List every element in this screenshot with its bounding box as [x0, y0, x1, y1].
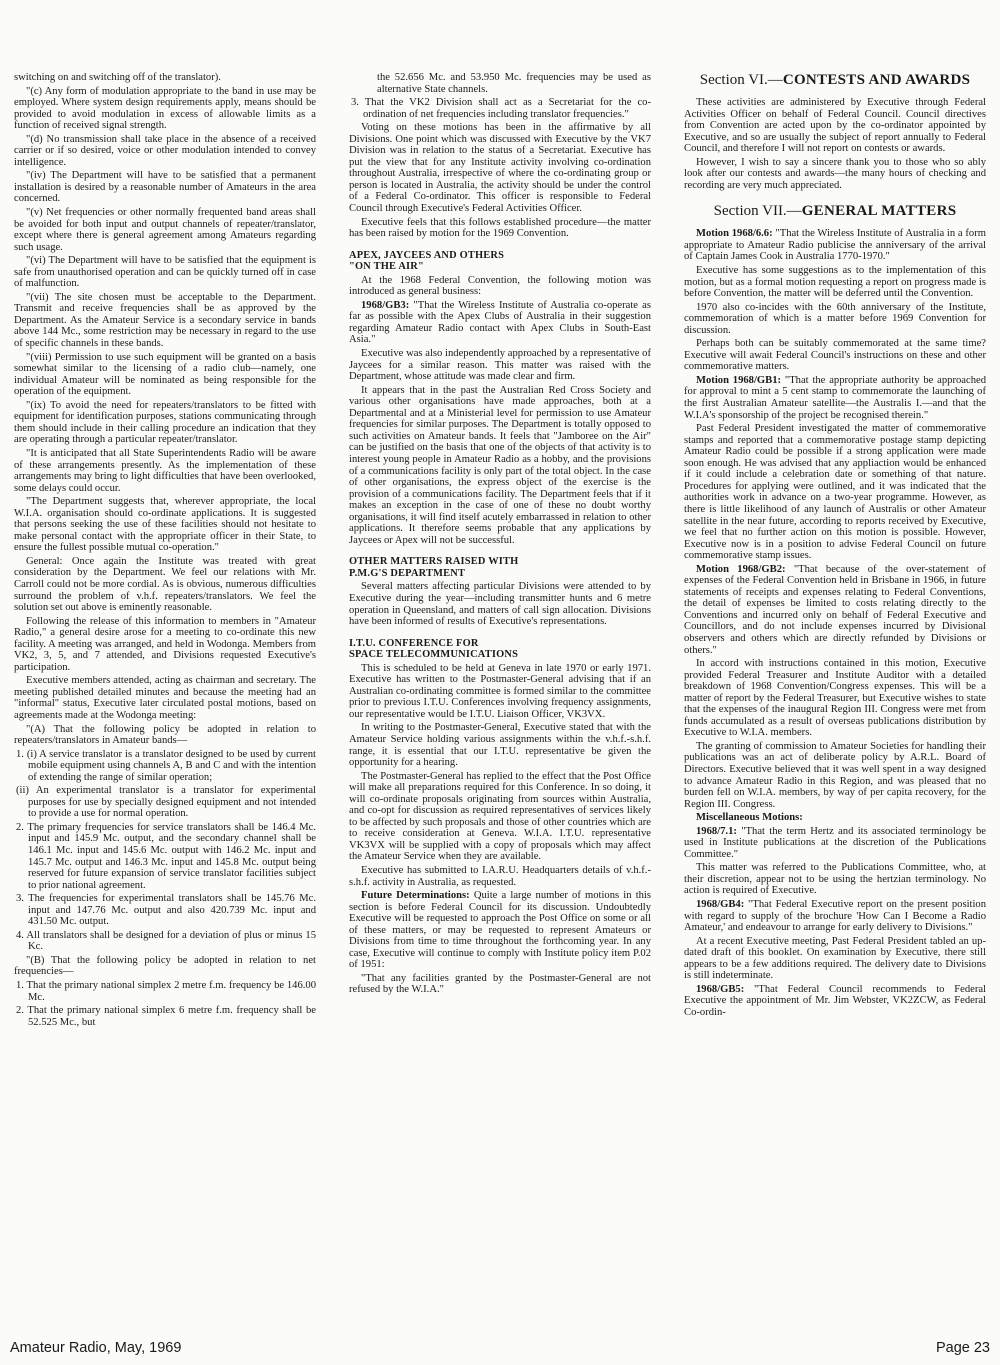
list-item: 1. (i) A service translator is a translator designed to be used by current mobile equipment using channels A, B and C and with the intention of extending the range of similar operation; — [16, 748, 316, 783]
paragraph-text: Quite a large number of motions in this section is before Federal Council for its discussion. Undoubtedly Executive will be requested to approach the Post Office on some or all of these matters, or may be requested to represent Amateurs or Divisions from time to time throughout the forthcoming year. In any case, Executive will continue to comply with Institute policy item P.02 of 1951: — [349, 890, 651, 971]
list-item: 3. That the VK2 Division shall act as a Secretariat for the co-ordination of net frequencies including translator frequencies." — [351, 97, 651, 120]
column-1 — [14, 72, 316, 1030]
paragraph: However, I wish to say a sincere thank you to those who so ably look after our contests and awards—the many hours of checking and recording are very much appreciated. — [684, 156, 986, 191]
paragraph: the 52.656 Mc. and 53.950 Mc. frequencies may be used as alternative State channels. — [377, 72, 651, 95]
paragraph: Executive members attended, acting as chairman and secretary. The meeting published detailed minutes and because the meeting had an "informal" status, Executive later circulated postal motions, based on agreements made at the Wodonga meeting: — [14, 675, 316, 721]
motion-text: "That the Wireless Institute of Australia in a form appropriate to Amateur Radio publicise the anniversary of the arrival of Captain James Cook in Australia 1770-1970." — [684, 228, 986, 263]
paragraph: The Postmaster-General has replied to the effect that the Post Office will make all preparations required for this Conference. In so doing, it will co-ordinate proposals originating from sources within Australia, and co-opt for discussion as required representatives of services likely to be affected by such proposals and those of other countries which are to receive consideration at Geneva. W.I.A. I.T.U. representative VK3VX will be supplied with a copy of proposals which may affect the Amateur Service when they are available. — [349, 770, 651, 863]
paragraph: The granting of commission to Amateur Societies for handling their publications was an act of deliberate policy by A.R.L. Board of Directors. Executive believed that it was well spent in a way designed to advance Amateur Radio in this Region, and was pleased that no burden fell on W.I.A. members, by way of per capita recovery, for the Region III. Congress. — [684, 740, 986, 810]
column-2 — [349, 72, 651, 998]
motion-text: "That the Wireless Institute of Australia co-operate as far as possible with the Apex Clubs of Australia in their suggestion regarding Amateur Radio contact with Apex Clubs in South-East Asia." — [349, 299, 651, 346]
paragraph: "(c) Any form of modulation appropriate to the band in use may be employed. Where system design requirements apply, means should be provided to avoid modulation in excess of allowable limits as a function of received signal strength. — [14, 85, 316, 132]
list-item: 3. The frequencies for experimental translators shall be 145.76 Mc. input and 147.76 Mc. output and also 420.739 Mc. input and 431.50 Mc. output. — [16, 893, 316, 928]
motion-text: "That Federal Executive report on the present position with regard to supply of the brochure 'How Can I Become a Radio Amateur,' and endeavour to arrange for early delivery to Divisions." — [684, 899, 986, 934]
paragraph: "(ix) To avoid the need for repeaters/translators to be fitted with equipment for identification purposes, stations communicating through them should include in their calling procedure an indication that they are operating through a particular repeater/translator. — [14, 399, 316, 446]
heading-line: I.T.U. CONFERENCE FOR — [349, 637, 479, 649]
motion-text: "That the term Hertz and its associated terminology be used in Institute publications at the discretion of the Publications Committee." — [684, 825, 986, 860]
motion-label: Motion 1968/GB2: — [696, 563, 786, 575]
section-name: CONTESTS AND AWARDS — [782, 72, 971, 88]
paragraph — [684, 826, 986, 861]
heading-line: P.M.G'S DEPARTMENT — [349, 567, 466, 579]
column-3 — [684, 72, 986, 1020]
paragraph: "The Department suggests that, wherever appropriate, the local W.I.A. organisation should co-ordinate applications. It is suggested that persons seeking the use of these facilities should not hesitate to make personal contact with the appropriate officer in their State, to ensure the fullest possible mutual co-operation." — [14, 496, 316, 554]
paragraph: In accord with instructions contained in this motion, Executive provided Federal Treasurer and Institute Auditor with a detailed breakdown of 1968 Convention/Congress expenses. This will be a matter of report by the Federal Treasurer, but Executive wishes to state that the expenses of the inaugural Region III. Congress were met from funds accumulated as a result of overseas publications distribution by Executive to W.I.A. members. — [684, 658, 986, 739]
paragraph — [684, 564, 986, 656]
paragraph: "(viii) Permission to use such equipment will be granted on a basis somewhat similar to the licensing of a radio club—namely, one individual Amateur will be nominated as being responsible for the operation of the equipment. — [14, 351, 316, 398]
paragraph: "(vii) The site chosen must be acceptable to the Department. Transmit and receive frequencies shall be as approved by the Department. As the Amateur Service is a secondary service in bands above 144 Mc., some restriction may be necessary in regard to the use of specific channels in these bands. — [14, 291, 316, 350]
paragraph: Past Federal President investigated the matter of commemorative stamps and reported that a commemorative postage stamp depicting Amateur Radio could be possible if a strong application were made soon enough. He was advised that any appliaction would be enhanced if it could include a celebration date or something of that nature. Procedures for applying were outlined, and it was indicated that the authorities work in advance on a two-year programme. However, as there is little likelihood of any launch of Australis or other Amateur satellite in the near future, according to reports received by Executive, we feel that no further action on this motion is possible. However, Executive now is in a position to advise Federal Council on future commemorative stamp issues. — [684, 423, 986, 562]
paragraph: "It is anticipated that all State Superintendents Radio will be aware of these arrangements presently. As the implementation of these arrangements may bring to light difficulties that have been overlooked, some delays could occur. — [14, 447, 316, 494]
paragraph: In writing to the Postmaster-General, Executive stated that with the Amateur Service holding various assignments within the v.h.f.-s.h.f. range, it is essential that our I.T.U. representative be given the opportunity for a hearing. — [349, 722, 651, 769]
motion-text: "That because of the over-statement of expenses of the Federal Convention held in Brisbane in 1966, in future statements of receipts and expenses relating to Federal Conventions, the detail of expenses be limited to costs relating directly to the Conventions and incurred only on behalf of Federal Executive and Councillors, and do not include expenses incurred by Divisional observers and others which are directly refunded by Divisions or others." — [684, 563, 986, 656]
section-heading — [349, 250, 651, 273]
list-item: 2. That the primary national simplex 6 metre f.m. frequency shall be 52.525 Mc., but — [16, 1005, 316, 1028]
paragraph — [684, 375, 986, 421]
paragraph — [349, 300, 651, 346]
paragraph: switching on and switching off of the translator). — [14, 72, 221, 83]
heading-line: SPACE TELECOMMUNICATIONS — [349, 649, 519, 661]
section-number: Section VII.— — [713, 203, 802, 220]
publication-date: Amateur Radio, May, 1969 — [10, 1340, 182, 1356]
list-item: 4. All translators shall be designed for a deviation of plus or minus 15 Kc. — [16, 929, 316, 953]
paragraph: Executive has submitted to I.A.R.U. Headquarters details of v.h.f.-s.h.f. activity in Australia, as requested. — [349, 865, 651, 888]
paragraph: "(d) No transmission shall take place in the absence of a received carrier or if so desired, voice or other modulation intended to convey intelligence. — [14, 133, 316, 168]
paragraph — [349, 890, 651, 971]
heading-line: APEX, JAYCEES AND OTHERS — [349, 249, 505, 261]
section-heading — [349, 638, 651, 661]
section-title — [684, 72, 986, 89]
paragraph: General: Once again the Institute was treated with great consideration by the Department. We feel our relations with Mr. Carroll could not be more cordial. As is obvious, numerous difficulties surround the problem of v.h.f. repeaters/translators. We feel the solution set out above is eminently reasonable. — [14, 555, 316, 614]
motion-label: Motion 1968/GB1: — [696, 374, 782, 386]
paragraph: "(iv) The Department will have to be satisfied that a permanent installation is desired by a reasonable number of Amateurs in the area concerned. — [14, 170, 316, 205]
paragraph: These activities are administered by Executive through Federal Activities Officer on behalf of Federal Council. Council directives from Convention are acted upon by the co-ordinator appointed by Executive, and so are usually the subject of report annually to Federal Council, and therefore I will not report on contests or awards. — [684, 97, 986, 155]
paragraph: Perhaps both can be suitably commemorated at the same time? Executive will await Federal Council's instructions on these and other commemorative matters. — [684, 338, 986, 373]
page-number: Page 23 — [935, 1340, 990, 1356]
paragraph: Executive feels that this follows established procedure—the matter has been raised by motion for the 1969 Convention. — [349, 216, 651, 240]
paragraph: It appears that in the past the Australian Red Cross Society and various other organisations have made approaches, both at a Departmental and at a Ministerial level for permission to use Amateur frequencies for similar purposes. The Department is totally opposed to such activities on Amateur bands. It feels that "Jamboree on the Air" can be justified on the basis that one of the objects of that activity is to interest young people in Amateur Radio as a hobby, and the provisions of a communications facility is only part of the total object. In the case of other organisations, the express object of the exercise is the provision of a communications facility. The Department feels that if it makes an exception in the case of one of these no doubt worthy organisations, it will find itself acutely embarrassed in relation to other applications. It therefore seems probable that any applications by Jaycees or Apex will not be successful. — [349, 384, 651, 546]
list-item: 1. That the primary national simplex 2 metre f.m. frequency be 146.00 Mc. — [16, 980, 316, 1003]
subheading-text: Miscellaneous Motions: — [696, 812, 803, 824]
list-item: (ii) An experimental translator is a translator for experimental purposes for use by specially designed equipment and not intended to provide a use for normal operation. — [16, 785, 316, 820]
motion-label: 1968/7.1: — [696, 825, 737, 837]
paragraph: Voting on these motions has been in the affirmative by all Divisions. One point which was discussed with Executive by the VK7 Division was in relation to the status of a Secretariat. Executive has put the view that for any Institute activity involving co-ordination throughout Australia, irrespective of where the co-ordinating group or person is located in Australia, the activity should be under the control of a Federal Co-ordinator. This officer is responsible to Federal Council through Executive's Federal Activities Officer. — [349, 122, 651, 215]
heading-line: OTHER MATTERS RAISED WITH — [349, 556, 519, 568]
section-heading — [349, 556, 651, 579]
paragraph: "(vi) The Department will have to be satisfied that the equipment is safe from unauthorised operation and can be quickly turned off in case of malfunction. — [14, 255, 316, 290]
motion-label: 1968/GB5: — [696, 983, 745, 995]
paragraph: "(B) That the following policy be adopted in relation to net frequencies— — [14, 954, 316, 978]
paragraph: Executive was also independently approached by a representative of Jaycees for a similar reason. This matter was raised with the Department, whose attitude was made clear and firm. — [349, 348, 651, 383]
motion-text: "That Federal Council recommends to Federal Executive the appointment of Mr. Jim Webster, VK2ZCW, as Federal Co-ordin- — [684, 983, 986, 1018]
paragraph: This is scheduled to be held at Geneva in late 1970 or early 1971. Executive has written to the Postmaster-General advising that if an Australian co-ordinating committee is formed similar to the committee prior to previous I.T.U. Conferences involving frequency assignments, our representative would be I.T.U. Liaison Officer, VK3VX. — [349, 662, 651, 720]
paragraph: At a recent Executive meeting, Past Federal President tabled an up-dated draft of this booklet. On examination by Executive, there still appears to be a few additions required. The delivery date to Divisions is still indeterminate. — [684, 935, 986, 982]
paragraph: Following the release of this information to members in "Amateur Radio," a general desire arose for a meeting to co-ordinate this new facility. A meeting was arranged, and held in Wodonga. Members from VK2, 3, 5, and 7 attended, and Divisions requested Executive's participation. — [14, 615, 316, 673]
paragraph — [684, 984, 986, 1019]
page-footer — [10, 1340, 990, 1360]
paragraph — [684, 228, 986, 263]
subheading — [684, 812, 986, 824]
paragraph: "That any facilities granted by the Postmaster-General are not refused by the W.I.A." — [349, 972, 651, 996]
section-number: Section VI.— — [699, 72, 783, 88]
section-name: GENERAL MATTERS — [801, 203, 957, 220]
motion-label: Motion 1968/6.6: — [696, 228, 773, 240]
motion-label: 1968/GB3: — [361, 299, 410, 311]
list-item: 2. The primary frequencies for service translators shall be 146.4 Mc. input and 145.9 Mc. output, and the secondary channel shall be 146.1 Mc. input and 145.6 Mc. output with 146.2 Mc. input and 145.7 Mc. output and 146.3 Mc. input and 145.8 Mc. output being reserved for future expansion of service translator facilities subject to prior national agreement. — [16, 821, 316, 891]
paragraph: Several matters affecting particular Divisions were attended to by Executive during the year—including transmitter hunts and 6 metre operation in Queensland, and matters of call sign allocation. Divisions have been informed of results of Executive's representations. — [349, 581, 651, 628]
inline-label: Future Determinations: — [361, 890, 470, 902]
paragraph: 1970 also co-incides with the 60th anniversary of the Institute, commemoration of which is a matter before 1969 Convention for discussion. — [684, 301, 986, 336]
paragraph — [684, 899, 986, 934]
paragraph: This matter was referred to the Publications Committee, who, at their discretion, appear not to be using the hertzian terminology. No action is required of Executive. — [684, 862, 986, 897]
paragraph: At the 1968 Federal Convention, the following motion was introduced as general business: — [349, 274, 651, 298]
motion-label: 1968/GB4: — [696, 899, 745, 910]
motion-text: "That the appropriate authority be approached for approval to mint a 5 cent stamp to commemorate the launching of the first Australian Amateur satellite—the Australis I.—and that the W.I.A's sponsorship of the project be recognised therein." — [684, 374, 986, 421]
section-title — [684, 203, 986, 220]
paragraph: "(v) Net frequencies or other normally frequented band areas shall be avoided for both input and output channels of repeater/translator, except where there is general agreement among Amateurs regarding such usage. — [14, 207, 316, 253]
paragraph: Executive has some suggestions as to the implementation of this motion, but as a formal motion requesting a report on progress made is before Convention, the matter will be deferred until the Convention. — [684, 265, 986, 300]
paragraph: "(A) That the following policy be adopted in relation to repeaters/translators in Amateur bands— — [14, 723, 316, 747]
heading-line: "ON THE AIR" — [349, 261, 424, 273]
